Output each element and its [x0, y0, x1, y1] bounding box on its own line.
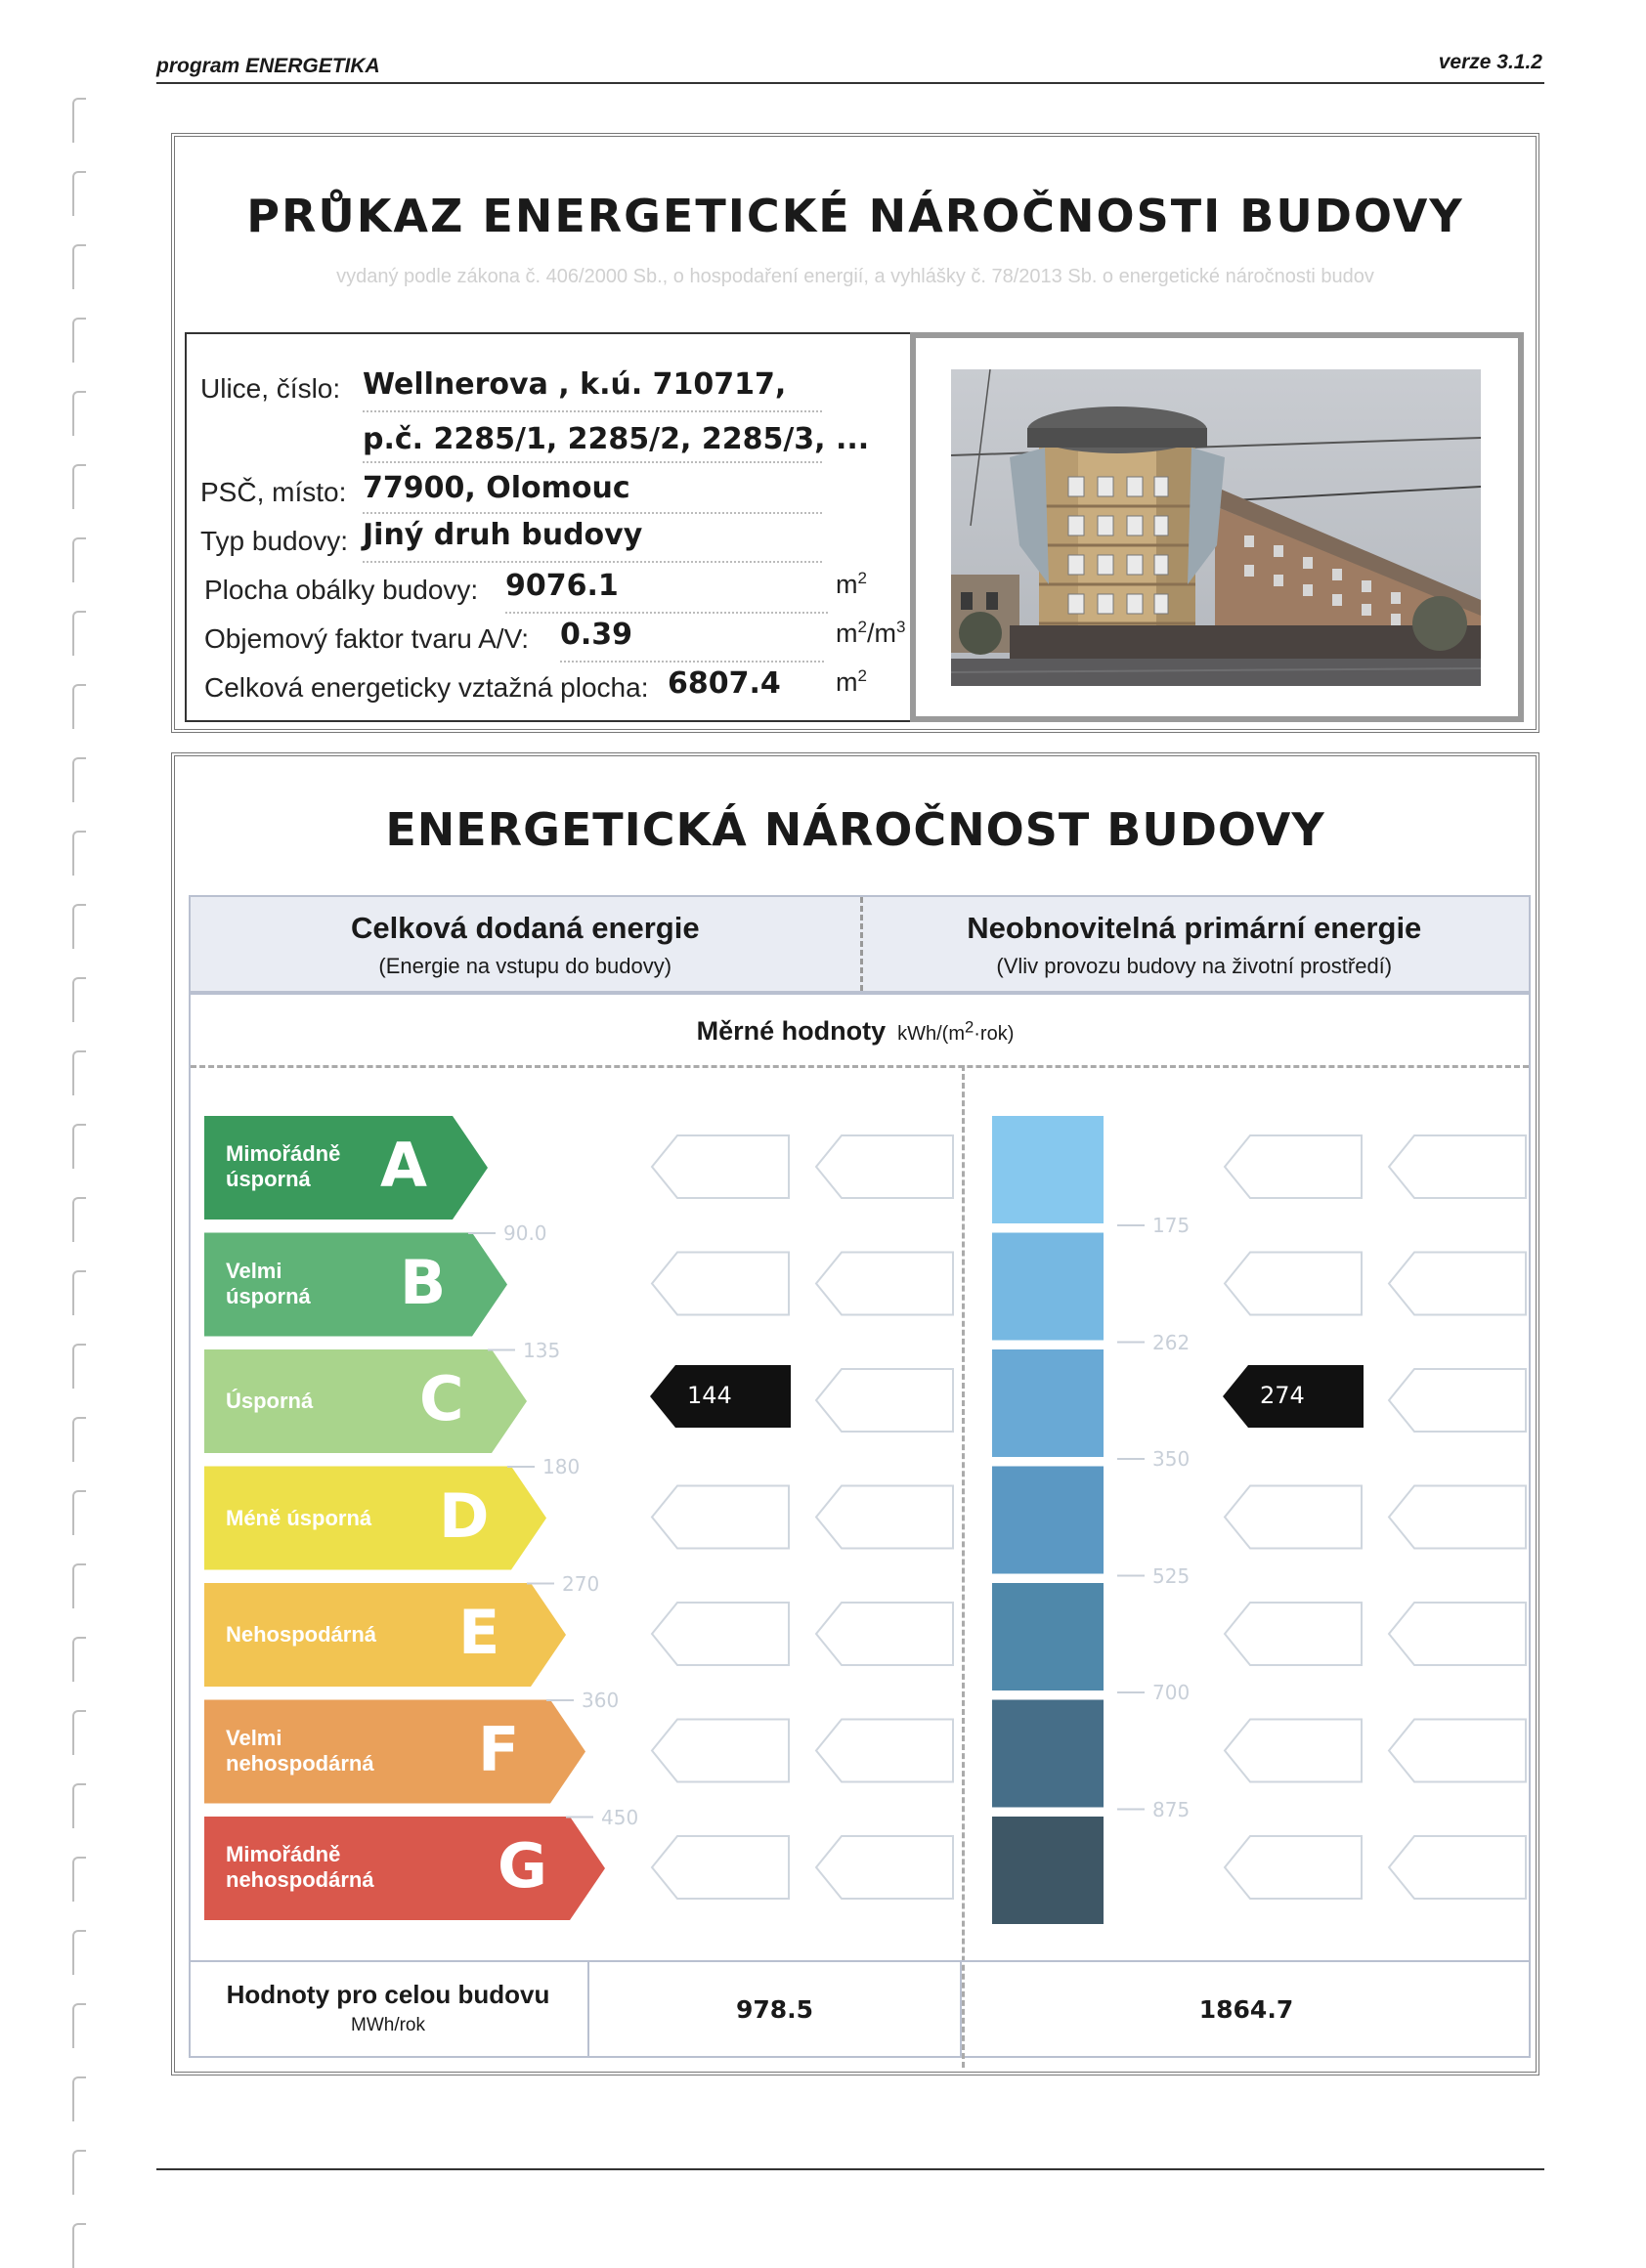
- primary-threshold: 525: [1152, 1563, 1191, 1588]
- specific-values-label: Měrné hodnoty: [696, 1016, 887, 1046]
- binder-hole: [72, 611, 86, 656]
- street-label: Ulice, číslo:: [200, 373, 341, 404]
- delivered-threshold: 450: [601, 1805, 639, 1829]
- program-version: verze 3.1.2: [1438, 51, 1542, 73]
- empty-marker-right: [1225, 1135, 1362, 1198]
- delivered-threshold: 90.0: [503, 1221, 547, 1245]
- primary-scale-segment: [992, 1467, 1104, 1574]
- specific-values-unit: kWh/$(m^2\cdot rok)$: [897, 1017, 1015, 1045]
- empty-marker-left: [816, 1486, 953, 1549]
- delivered-value: 144: [687, 1382, 732, 1409]
- binder-hole: [72, 537, 86, 582]
- binder-hole: [72, 2003, 86, 2048]
- empty-marker-left: [816, 1253, 953, 1315]
- primary-threshold: 350: [1152, 1447, 1191, 1471]
- class-label-g: Mimořádně nehospodárná: [226, 1842, 374, 1892]
- certificate-subtitle: vydaný podle zákona č. 406/2000 Sb., o hospodaření energií, a vyhlášky č. 78/2013 Sb. o energetické náročnosti budov: [336, 266, 1374, 287]
- binder-hole: [72, 1857, 86, 1902]
- empty-marker-right: [1389, 1720, 1526, 1782]
- binder-hole: [72, 1563, 86, 1608]
- primary-scale-segment: [992, 1817, 1104, 1924]
- class-label-b: Velmi úsporná: [226, 1258, 311, 1308]
- footer-rule: [156, 2168, 1544, 2170]
- envelope-unit: $m^2$: [836, 569, 867, 599]
- primary-energy-heading: Neobnovitelná primární energie: [967, 911, 1422, 945]
- binder-hole: [72, 1637, 86, 1682]
- energy-scale: [175, 756, 1536, 2072]
- empty-marker-right: [1225, 1720, 1362, 1782]
- certificate-box: [171, 133, 1539, 733]
- class-letter-a: A: [380, 1130, 427, 1201]
- binder-hole: [72, 757, 86, 802]
- delivered-threshold: 180: [542, 1455, 581, 1478]
- binder-hole: [72, 904, 86, 949]
- delivered-energy-heading: Celková dodaná energie: [350, 911, 700, 945]
- totals-delivered-cell: [589, 1962, 962, 2058]
- empty-marker-left: [652, 1135, 789, 1198]
- primary-scale-segment: [992, 1349, 1104, 1457]
- envelope-value: 9076.1: [505, 569, 619, 603]
- class-label-c: Úsporná: [226, 1389, 314, 1413]
- binder-hole: [72, 1197, 86, 1242]
- binder-hole: [72, 391, 86, 436]
- primary-value: 274: [1260, 1382, 1305, 1409]
- binder-hole: [72, 2223, 86, 2268]
- envelope-label: Plocha obálky budovy:: [204, 575, 479, 605]
- rating-title: ENERGETICKÁ NÁROČNOST BUDOVY: [385, 803, 1325, 856]
- building-info: [185, 332, 910, 722]
- shape-factor-value: 0.39: [560, 618, 633, 652]
- primary-threshold: 700: [1152, 1681, 1191, 1704]
- class-letter-e: E: [458, 1597, 500, 1668]
- dotted-line: [560, 661, 824, 663]
- primary-energy-subheading: (Vliv provozu budovy na životní prostředí): [996, 954, 1393, 978]
- empty-marker-right: [1389, 1135, 1526, 1198]
- primary-scale-segment: [992, 1233, 1104, 1341]
- binder-hole: [72, 244, 86, 289]
- empty-marker-left: [816, 1836, 953, 1899]
- empty-marker-left: [816, 1135, 953, 1198]
- empty-marker-left: [816, 1369, 953, 1432]
- class-letter-d: D: [439, 1479, 490, 1552]
- binder-hole: [72, 2076, 86, 2121]
- building-photo-frame: [910, 332, 1524, 722]
- dotted-line: [363, 461, 822, 463]
- class-label-a: Mimořádně úsporná: [226, 1141, 341, 1191]
- class-label-f: Velmi nehospodárná: [226, 1725, 374, 1776]
- binder-hole: [72, 1124, 86, 1169]
- binder-hole: [72, 1783, 86, 1828]
- totals-delivered-value: 978.5: [735, 1995, 814, 2024]
- binder-hole: [72, 318, 86, 363]
- program-name: program ENERGETIKA: [156, 55, 380, 77]
- delivered-threshold: 135: [523, 1338, 561, 1362]
- binder-hole: [72, 1930, 86, 1975]
- class-letter-c: C: [419, 1363, 464, 1434]
- empty-marker-left: [652, 1486, 789, 1549]
- reference-area-value: 6807.4: [668, 666, 781, 701]
- shape-factor-label: Objemový faktor tvaru A/V:: [204, 623, 529, 654]
- binder-hole: [72, 464, 86, 509]
- dotted-line: [505, 612, 828, 614]
- empty-marker-right: [1225, 1603, 1362, 1665]
- reference-area-label: Celková energeticky vztažná plocha:: [204, 672, 649, 703]
- binder-hole: [72, 1050, 86, 1095]
- header-rule: [156, 82, 1544, 84]
- dotted-line: [363, 512, 822, 514]
- city-label: PSČ, místo:: [200, 477, 347, 507]
- binder-hole: [72, 2150, 86, 2195]
- binder-hole: [72, 171, 86, 216]
- delivered-threshold: 270: [562, 1571, 600, 1596]
- empty-marker-right: [1389, 1253, 1526, 1315]
- empty-marker-left: [816, 1603, 953, 1665]
- building-photo: [951, 369, 1481, 686]
- type-label: Typ budovy:: [200, 526, 348, 556]
- empty-marker-right: [1225, 1836, 1362, 1899]
- totals-label: Hodnoty pro celou budovu: [226, 1980, 550, 2009]
- street-value-1: Wellnerova , k.ú. 710717,: [363, 367, 787, 402]
- dotted-line: [363, 561, 822, 563]
- primary-scale-segment: [992, 1700, 1104, 1808]
- primary-threshold: 262: [1152, 1330, 1191, 1354]
- delivered-threshold: 360: [582, 1689, 620, 1712]
- empty-marker-left: [652, 1836, 789, 1899]
- binder-hole: [72, 1344, 86, 1389]
- shape-factor-unit: $m^2/m^3$: [836, 618, 906, 648]
- totals-label-cell: [189, 1962, 589, 2058]
- binder-hole: [72, 1710, 86, 1755]
- binder-hole: [72, 977, 86, 1022]
- totals-unit: MWh/rok: [351, 2015, 425, 2035]
- totals-primary-value: 1864.7: [1198, 1995, 1294, 2024]
- primary-threshold: 875: [1152, 1797, 1191, 1821]
- primary-scale-segment: [992, 1116, 1104, 1223]
- reference-area-unit: $m^2$: [836, 666, 867, 697]
- binder-hole: [72, 831, 86, 876]
- binder-hole: [72, 684, 86, 729]
- empty-marker-left: [652, 1253, 789, 1315]
- class-letter-b: B: [400, 1246, 447, 1318]
- empty-marker-right: [1389, 1486, 1526, 1549]
- rating-box: [171, 752, 1539, 2075]
- class-letter-f: F: [478, 1713, 520, 1785]
- dotted-line: [363, 410, 822, 412]
- totals-row: [189, 1960, 1531, 2058]
- city-value: 77900, Olomouc: [363, 471, 630, 505]
- empty-marker-right: [1225, 1253, 1362, 1315]
- type-value: Jiný druh budovy: [363, 518, 643, 552]
- empty-marker-left: [816, 1720, 953, 1782]
- certificate-title: PRŮKAZ ENERGETICKÉ NÁROČNOSTI BUDOVY: [246, 190, 1464, 242]
- class-label-e: Nehospodárná: [226, 1622, 377, 1647]
- empty-marker-right: [1389, 1836, 1526, 1899]
- primary-scale-segment: [992, 1583, 1104, 1690]
- empty-marker-right: [1225, 1486, 1362, 1549]
- primary-threshold: 175: [1152, 1214, 1191, 1237]
- empty-marker-right: [1389, 1603, 1526, 1665]
- empty-marker-left: [652, 1720, 789, 1782]
- empty-marker-right: [1389, 1369, 1526, 1432]
- class-label-d: Méně úsporná: [226, 1505, 372, 1530]
- binder-hole: [72, 1270, 86, 1315]
- street-value-2: p.č. 2285/1, 2285/2, 2285/3, ...: [363, 422, 870, 456]
- delivered-energy-subheading: (Energie na vstupu do budovy): [378, 954, 672, 978]
- binder-hole: [72, 1490, 86, 1535]
- class-letter-g: G: [498, 1830, 547, 1902]
- binder-hole: [72, 98, 86, 143]
- empty-marker-left: [652, 1603, 789, 1665]
- binder-hole: [72, 1417, 86, 1462]
